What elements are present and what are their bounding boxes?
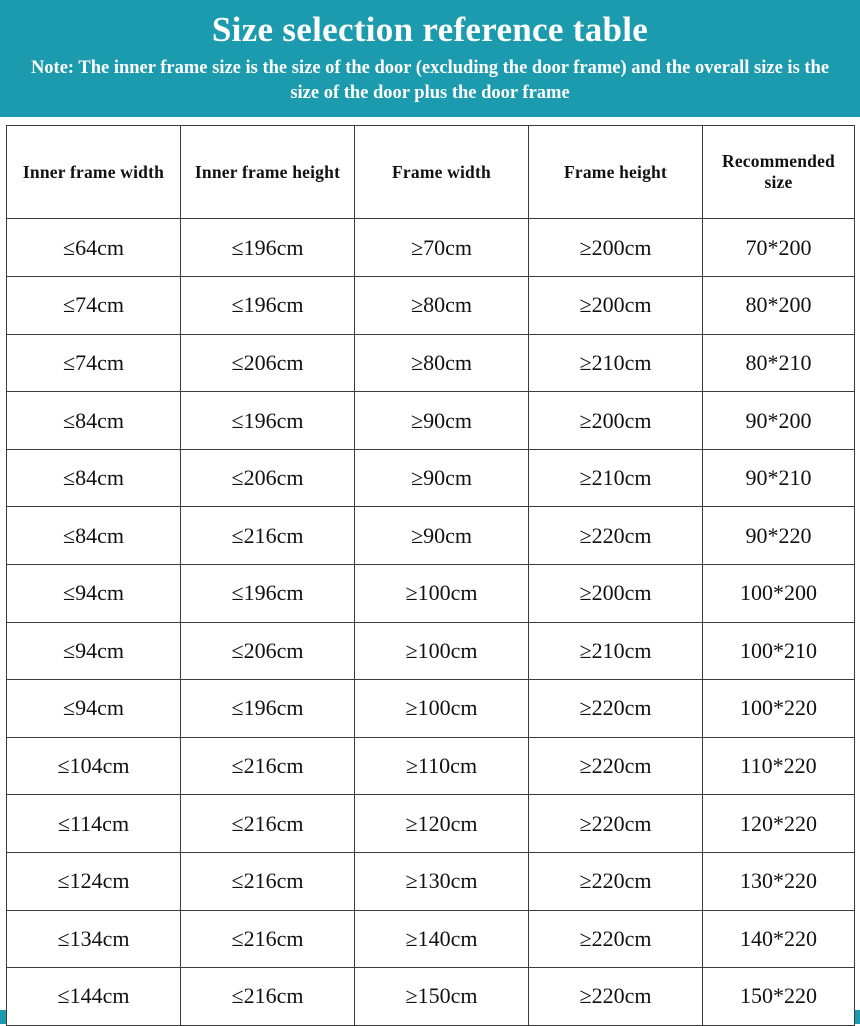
cell-inner-frame-height: ≤216cm <box>181 795 355 853</box>
table-container <box>0 117 860 1025</box>
cell-recommended-size: 100*220 <box>703 680 855 738</box>
table-row <box>7 277 855 335</box>
column-header-frame-height: Frame height <box>529 126 703 219</box>
table-row <box>7 449 855 507</box>
cell-inner-frame-height: ≤216cm <box>181 910 355 968</box>
cell-inner-frame-height: ≤196cm <box>181 565 355 623</box>
cell-recommended-size: 150*220 <box>703 968 855 1026</box>
cell-inner-frame-height: ≤206cm <box>181 449 355 507</box>
size-reference-table <box>6 125 855 1025</box>
cell-frame-width: ≥90cm <box>355 392 529 450</box>
cell-recommended-size: 110*220 <box>703 737 855 795</box>
cell-frame-width: ≥90cm <box>355 449 529 507</box>
table-row <box>7 334 855 392</box>
cell-inner-frame-height: ≤216cm <box>181 968 355 1026</box>
cell-frame-height: ≥220cm <box>529 795 703 853</box>
cell-inner-frame-width: ≤94cm <box>7 680 181 738</box>
header-note: Note: The inner frame size is the size of the door (excluding the door frame) and the overall size is the size of the door plus the door frame <box>30 58 830 103</box>
cell-frame-height: ≥220cm <box>529 968 703 1026</box>
cell-inner-frame-width: ≤144cm <box>7 968 181 1026</box>
cell-inner-frame-width: ≤84cm <box>7 392 181 450</box>
cell-inner-frame-width: ≤104cm <box>7 737 181 795</box>
cell-frame-height: ≥210cm <box>529 449 703 507</box>
cell-frame-width: ≥80cm <box>355 277 529 335</box>
cell-frame-height: ≥220cm <box>529 737 703 795</box>
column-header-inner-frame-height: Inner frame height <box>181 126 355 219</box>
table-row <box>7 795 855 853</box>
cell-frame-width: ≥120cm <box>355 795 529 853</box>
cell-frame-height: ≥200cm <box>529 219 703 277</box>
column-header-inner-frame-width: Inner frame width <box>7 126 181 219</box>
cell-recommended-size: 90*200 <box>703 392 855 450</box>
cell-frame-width: ≥110cm <box>355 737 529 795</box>
page-header <box>0 0 860 117</box>
cell-inner-frame-height: ≤206cm <box>181 622 355 680</box>
cell-inner-frame-width: ≤84cm <box>7 449 181 507</box>
cell-inner-frame-width: ≤94cm <box>7 565 181 623</box>
table-row <box>7 507 855 565</box>
cell-frame-width: ≥80cm <box>355 334 529 392</box>
cell-recommended-size: 100*200 <box>703 565 855 623</box>
table-header-row <box>7 126 855 219</box>
cell-frame-height: ≥200cm <box>529 277 703 335</box>
cell-frame-width: ≥150cm <box>355 968 529 1026</box>
page-title: Size selection reference table <box>211 10 649 49</box>
cell-recommended-size: 90*220 <box>703 507 855 565</box>
cell-frame-width: ≥70cm <box>355 219 529 277</box>
cell-frame-width: ≥140cm <box>355 910 529 968</box>
table-row <box>7 852 855 910</box>
table-row <box>7 910 855 968</box>
cell-recommended-size: 80*210 <box>703 334 855 392</box>
cell-recommended-size: 100*210 <box>703 622 855 680</box>
cell-inner-frame-width: ≤74cm <box>7 334 181 392</box>
cell-inner-frame-width: ≤114cm <box>7 795 181 853</box>
column-header-frame-width: Frame width <box>355 126 529 219</box>
cell-inner-frame-height: ≤216cm <box>181 737 355 795</box>
cell-inner-frame-width: ≤134cm <box>7 910 181 968</box>
cell-frame-height: ≥200cm <box>529 392 703 450</box>
cell-recommended-size: 130*220 <box>703 852 855 910</box>
cell-inner-frame-height: ≤206cm <box>181 334 355 392</box>
cell-frame-height: ≥210cm <box>529 622 703 680</box>
table-row <box>7 680 855 738</box>
table-row <box>7 392 855 450</box>
cell-inner-frame-width: ≤64cm <box>7 219 181 277</box>
cell-frame-width: ≥130cm <box>355 852 529 910</box>
cell-inner-frame-height: ≤196cm <box>181 219 355 277</box>
cell-frame-height: ≥220cm <box>529 852 703 910</box>
cell-frame-height: ≥220cm <box>529 680 703 738</box>
table-row <box>7 565 855 623</box>
cell-frame-height: ≥200cm <box>529 565 703 623</box>
cell-inner-frame-width: ≤124cm <box>7 852 181 910</box>
cell-inner-frame-height: ≤216cm <box>181 507 355 565</box>
cell-recommended-size: 120*220 <box>703 795 855 853</box>
cell-frame-width: ≥100cm <box>355 622 529 680</box>
cell-recommended-size: 70*200 <box>703 219 855 277</box>
cell-frame-width: ≥90cm <box>355 507 529 565</box>
cell-frame-height: ≥220cm <box>529 910 703 968</box>
cell-recommended-size: 90*210 <box>703 449 855 507</box>
cell-frame-width: ≥100cm <box>355 565 529 623</box>
cell-inner-frame-width: ≤84cm <box>7 507 181 565</box>
cell-frame-width: ≥100cm <box>355 680 529 738</box>
table-row <box>7 968 855 1026</box>
column-header-recommended-size: Recommended size <box>703 126 855 219</box>
cell-recommended-size: 80*200 <box>703 277 855 335</box>
cell-inner-frame-width: ≤94cm <box>7 622 181 680</box>
table-body <box>7 219 855 1025</box>
cell-recommended-size: 140*220 <box>703 910 855 968</box>
cell-inner-frame-height: ≤196cm <box>181 680 355 738</box>
table-header <box>7 126 855 219</box>
cell-frame-height: ≥220cm <box>529 507 703 565</box>
cell-inner-frame-height: ≤216cm <box>181 852 355 910</box>
cell-frame-height: ≥210cm <box>529 334 703 392</box>
table-row <box>7 737 855 795</box>
table-row <box>7 622 855 680</box>
cell-inner-frame-height: ≤196cm <box>181 277 355 335</box>
cell-inner-frame-width: ≤74cm <box>7 277 181 335</box>
table-row <box>7 219 855 277</box>
cell-inner-frame-height: ≤196cm <box>181 392 355 450</box>
